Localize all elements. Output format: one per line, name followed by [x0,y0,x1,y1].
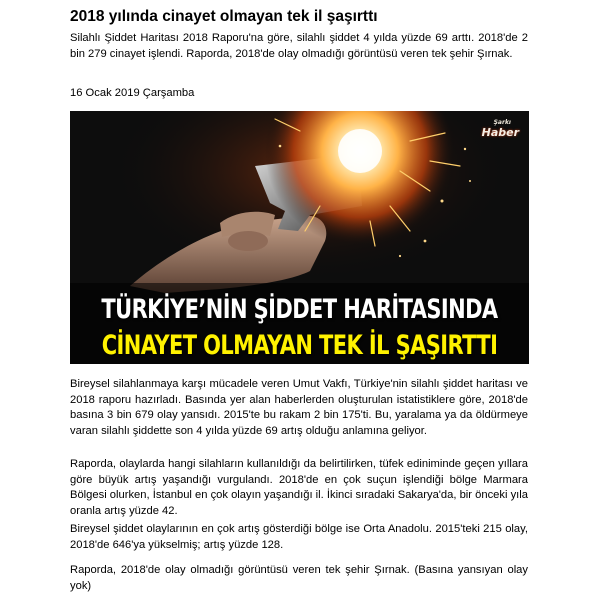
article-paragraph-1: Bireysel silahlanmaya karşı mücadele veren Umut Vakfı, Türkiye'nin silahlı şiddet haritası ve 2018 raporu hazırladı. Basında yer alan haberlerden oluşturulan istatistiklere göre, 2018'de basına 3 bin 679 olay yansıdı. 2015'te bu rakam 2 bin 175'ti. Bu, yaralama ya da öldürmeye varan silahlı şiddette son 4 yılda yüzde 69 artış olduğu anlamına geliyor. [70,378,528,437]
gun-muzzle-flash-illustration [70,111,529,364]
image-caption-line-2: CİNAYET OLMAYAN TEK İL ŞAŞIRTTI [101,330,498,361]
article-paragraph-2: Raporda, olaylarda hangi silahların kullanıldığı da belirtilirken, tüfek ediniminde geçen yıllara göre büyük artış yaşandığı vurgulandı. 2018'de en çok suçun işlendiği bölge Marmara Bölgesi olurken, İstanbul en çok olayın yaşandığı il. İkinci sıradaki Sakarya'da, bir önceki yıla oranla artış yüzde 42. [70,458,528,517]
brand-logo-main-text: Haber [481,126,519,139]
image-caption-line-1: TÜRKİYE’NİN ŞİDDET HARİTASINDA [101,294,498,325]
article-paragraph-4: Raporda, 2018'de olay olmadığı görüntüsü veren tek şehir Şırnak. (Basına yansıyan olay yok) [70,564,528,592]
article-lead: Silahlı Şiddet Haritası 2018 Raporu'na göre, silahlı şiddet 4 yılda yüzde 69 arttı. 2018'de 2 bin 279 cinayet işlendi. Raporda, 2018'de olay olmadığı görüntüsü veren tek şehir Şırnak. [70,32,528,60]
news-brand-logo [473,119,519,141]
article-paragraph-3: Bireysel şiddet olaylarının en çok artış gösterdiği bölge ise Orta Anadolu. 2015'teki 215 olay, 2018'de 646'ya yükselmiş; artış yüzde 128. [70,523,528,551]
article-hero-image [70,111,529,364]
brand-logo-top-text: Şarkı [493,119,511,126]
article-headline: 2018 yılında cinayet olmayan tek il şaşırttı [70,8,378,25]
article-date: 16 Ocak 2019 Çarşamba [70,87,195,99]
